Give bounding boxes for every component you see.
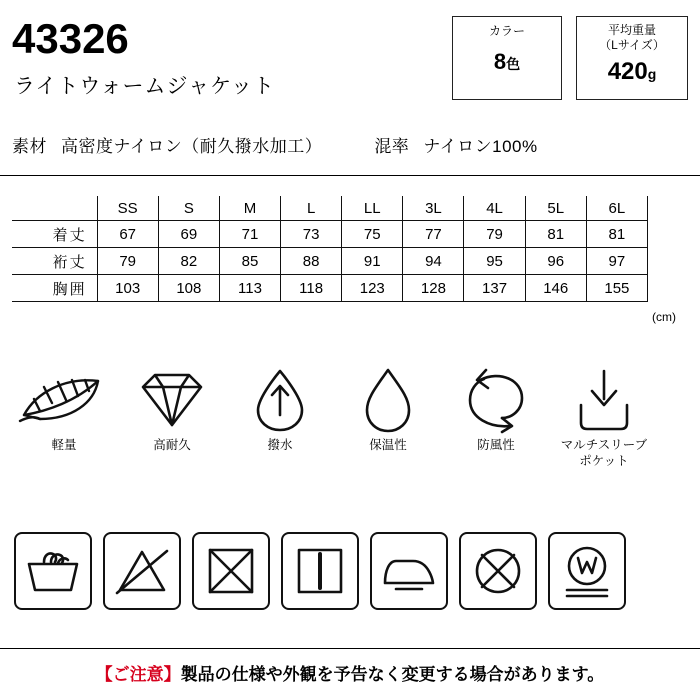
no-dry-clean-icon	[459, 532, 537, 610]
row-label-sleeve-length: 裄丈	[12, 248, 97, 275]
feature-lightweight	[12, 364, 116, 469]
size-table	[12, 196, 648, 302]
notice-text	[0, 660, 700, 685]
size-col-ll: LL	[342, 196, 403, 221]
table-row	[12, 248, 648, 275]
row-label-chest: 胸囲	[12, 275, 97, 302]
cell-body-6l: 81	[586, 221, 647, 248]
material-value: 高密度ナイロン（耐久撥水加工）	[61, 137, 323, 156]
cell-sleeve-4l: 95	[464, 248, 525, 275]
hand-wash-icon	[14, 532, 92, 610]
notice-body: 製品の仕様や外観を予告なく変更する場合があります。	[180, 665, 605, 684]
cell-body-l: 73	[281, 221, 342, 248]
feature-label	[552, 438, 656, 469]
cell-body-m: 71	[219, 221, 280, 248]
average-weight-unit: g	[647, 66, 657, 82]
table-row	[12, 221, 648, 248]
cell-body-3l: 77	[403, 221, 464, 248]
feature-durability	[120, 364, 224, 469]
material-row	[12, 132, 688, 157]
feature-warmth	[336, 364, 440, 469]
size-col-m: M	[219, 196, 280, 221]
mix-value: ナイロン100%	[423, 137, 538, 156]
feature-label: 撥水	[267, 438, 293, 452]
divider-top	[0, 175, 700, 176]
size-col-l: L	[281, 196, 342, 221]
color-count-box	[452, 16, 562, 100]
cell-body-s: 69	[158, 221, 219, 248]
cell-body-ll: 75	[342, 221, 403, 248]
feature-label: 保温性	[369, 438, 407, 452]
color-count-unit: 色	[506, 56, 521, 72]
header	[0, 0, 700, 120]
feature-label: 高耐久	[153, 438, 191, 452]
iron-low-icon	[370, 532, 448, 610]
cell-sleeve-m: 85	[219, 248, 280, 275]
cell-body-ss: 67	[97, 221, 158, 248]
cell-sleeve-5l: 96	[525, 248, 586, 275]
table-row	[12, 275, 648, 302]
color-count-label: カラー	[488, 24, 525, 38]
cell-chest-4l: 137	[464, 275, 525, 302]
cell-sleeve-s: 82	[158, 248, 219, 275]
no-tumble-dry-icon	[192, 532, 270, 610]
cell-chest-m: 113	[219, 275, 280, 302]
feature-label-line2: ポケット	[579, 453, 629, 468]
cell-body-5l: 81	[525, 221, 586, 248]
care-symbol-row	[14, 532, 637, 610]
size-table-header-row	[12, 196, 648, 221]
divider-bottom	[0, 648, 700, 649]
average-weight-label	[577, 23, 687, 53]
average-weight-value: 420g	[607, 58, 657, 85]
cell-chest-l: 118	[281, 275, 342, 302]
size-col-s: S	[158, 196, 219, 221]
feature-water-repellent	[228, 364, 332, 469]
feature-label: 防風性	[477, 438, 515, 452]
cell-chest-s: 108	[158, 275, 219, 302]
material-label: 素材	[12, 137, 47, 156]
cell-chest-ll: 123	[342, 275, 403, 302]
wind-arrows-icon	[444, 364, 548, 436]
feature-multi-sleeve-pocket	[552, 364, 656, 469]
size-col-6l: 6L	[586, 196, 647, 221]
row-label-body-length: 着丈	[12, 221, 97, 248]
notice-warning-prefix: 【ご注意】	[95, 665, 181, 684]
cell-sleeve-3l: 94	[403, 248, 464, 275]
feather-icon	[12, 364, 116, 436]
product-code: 43326	[12, 15, 129, 62]
average-weight-box	[576, 16, 688, 100]
cell-chest-6l: 155	[586, 275, 647, 302]
size-col-3l: 3L	[403, 196, 464, 221]
feature-label: 軽量	[51, 438, 77, 452]
cell-sleeve-ll: 91	[342, 248, 403, 275]
feature-label-line1: マルチスリーブ	[560, 438, 648, 452]
flame-icon	[336, 364, 440, 436]
line-dry-icon	[281, 532, 359, 610]
size-col-5l: 5L	[525, 196, 586, 221]
feature-icon-row	[0, 364, 700, 469]
cell-chest-ss: 103	[97, 275, 158, 302]
water-drop-icon	[228, 364, 332, 436]
diamond-icon	[120, 364, 224, 436]
mix-label: 混率	[374, 137, 410, 156]
cell-sleeve-ss: 79	[97, 248, 158, 275]
cell-body-4l: 79	[464, 221, 525, 248]
cell-sleeve-6l: 97	[586, 248, 647, 275]
sleeve-pocket-icon	[552, 364, 656, 436]
cell-sleeve-l: 88	[281, 248, 342, 275]
cell-chest-3l: 128	[403, 275, 464, 302]
color-count-value: 8色	[493, 49, 521, 74]
cell-chest-5l: 146	[525, 275, 586, 302]
size-col-4l: 4L	[464, 196, 525, 221]
size-unit-note: (cm)	[652, 310, 676, 324]
average-weight-label-line1: 平均重量	[607, 23, 656, 37]
product-name: ライトウォームジャケット	[14, 75, 276, 98]
no-bleach-icon	[103, 532, 181, 610]
size-table-corner	[12, 196, 97, 221]
size-col-ss: SS	[97, 196, 158, 221]
average-weight-label-line2: （Lサイズ）	[599, 38, 665, 52]
feature-windproof	[444, 364, 548, 469]
wet-clean-w-icon	[548, 532, 626, 610]
